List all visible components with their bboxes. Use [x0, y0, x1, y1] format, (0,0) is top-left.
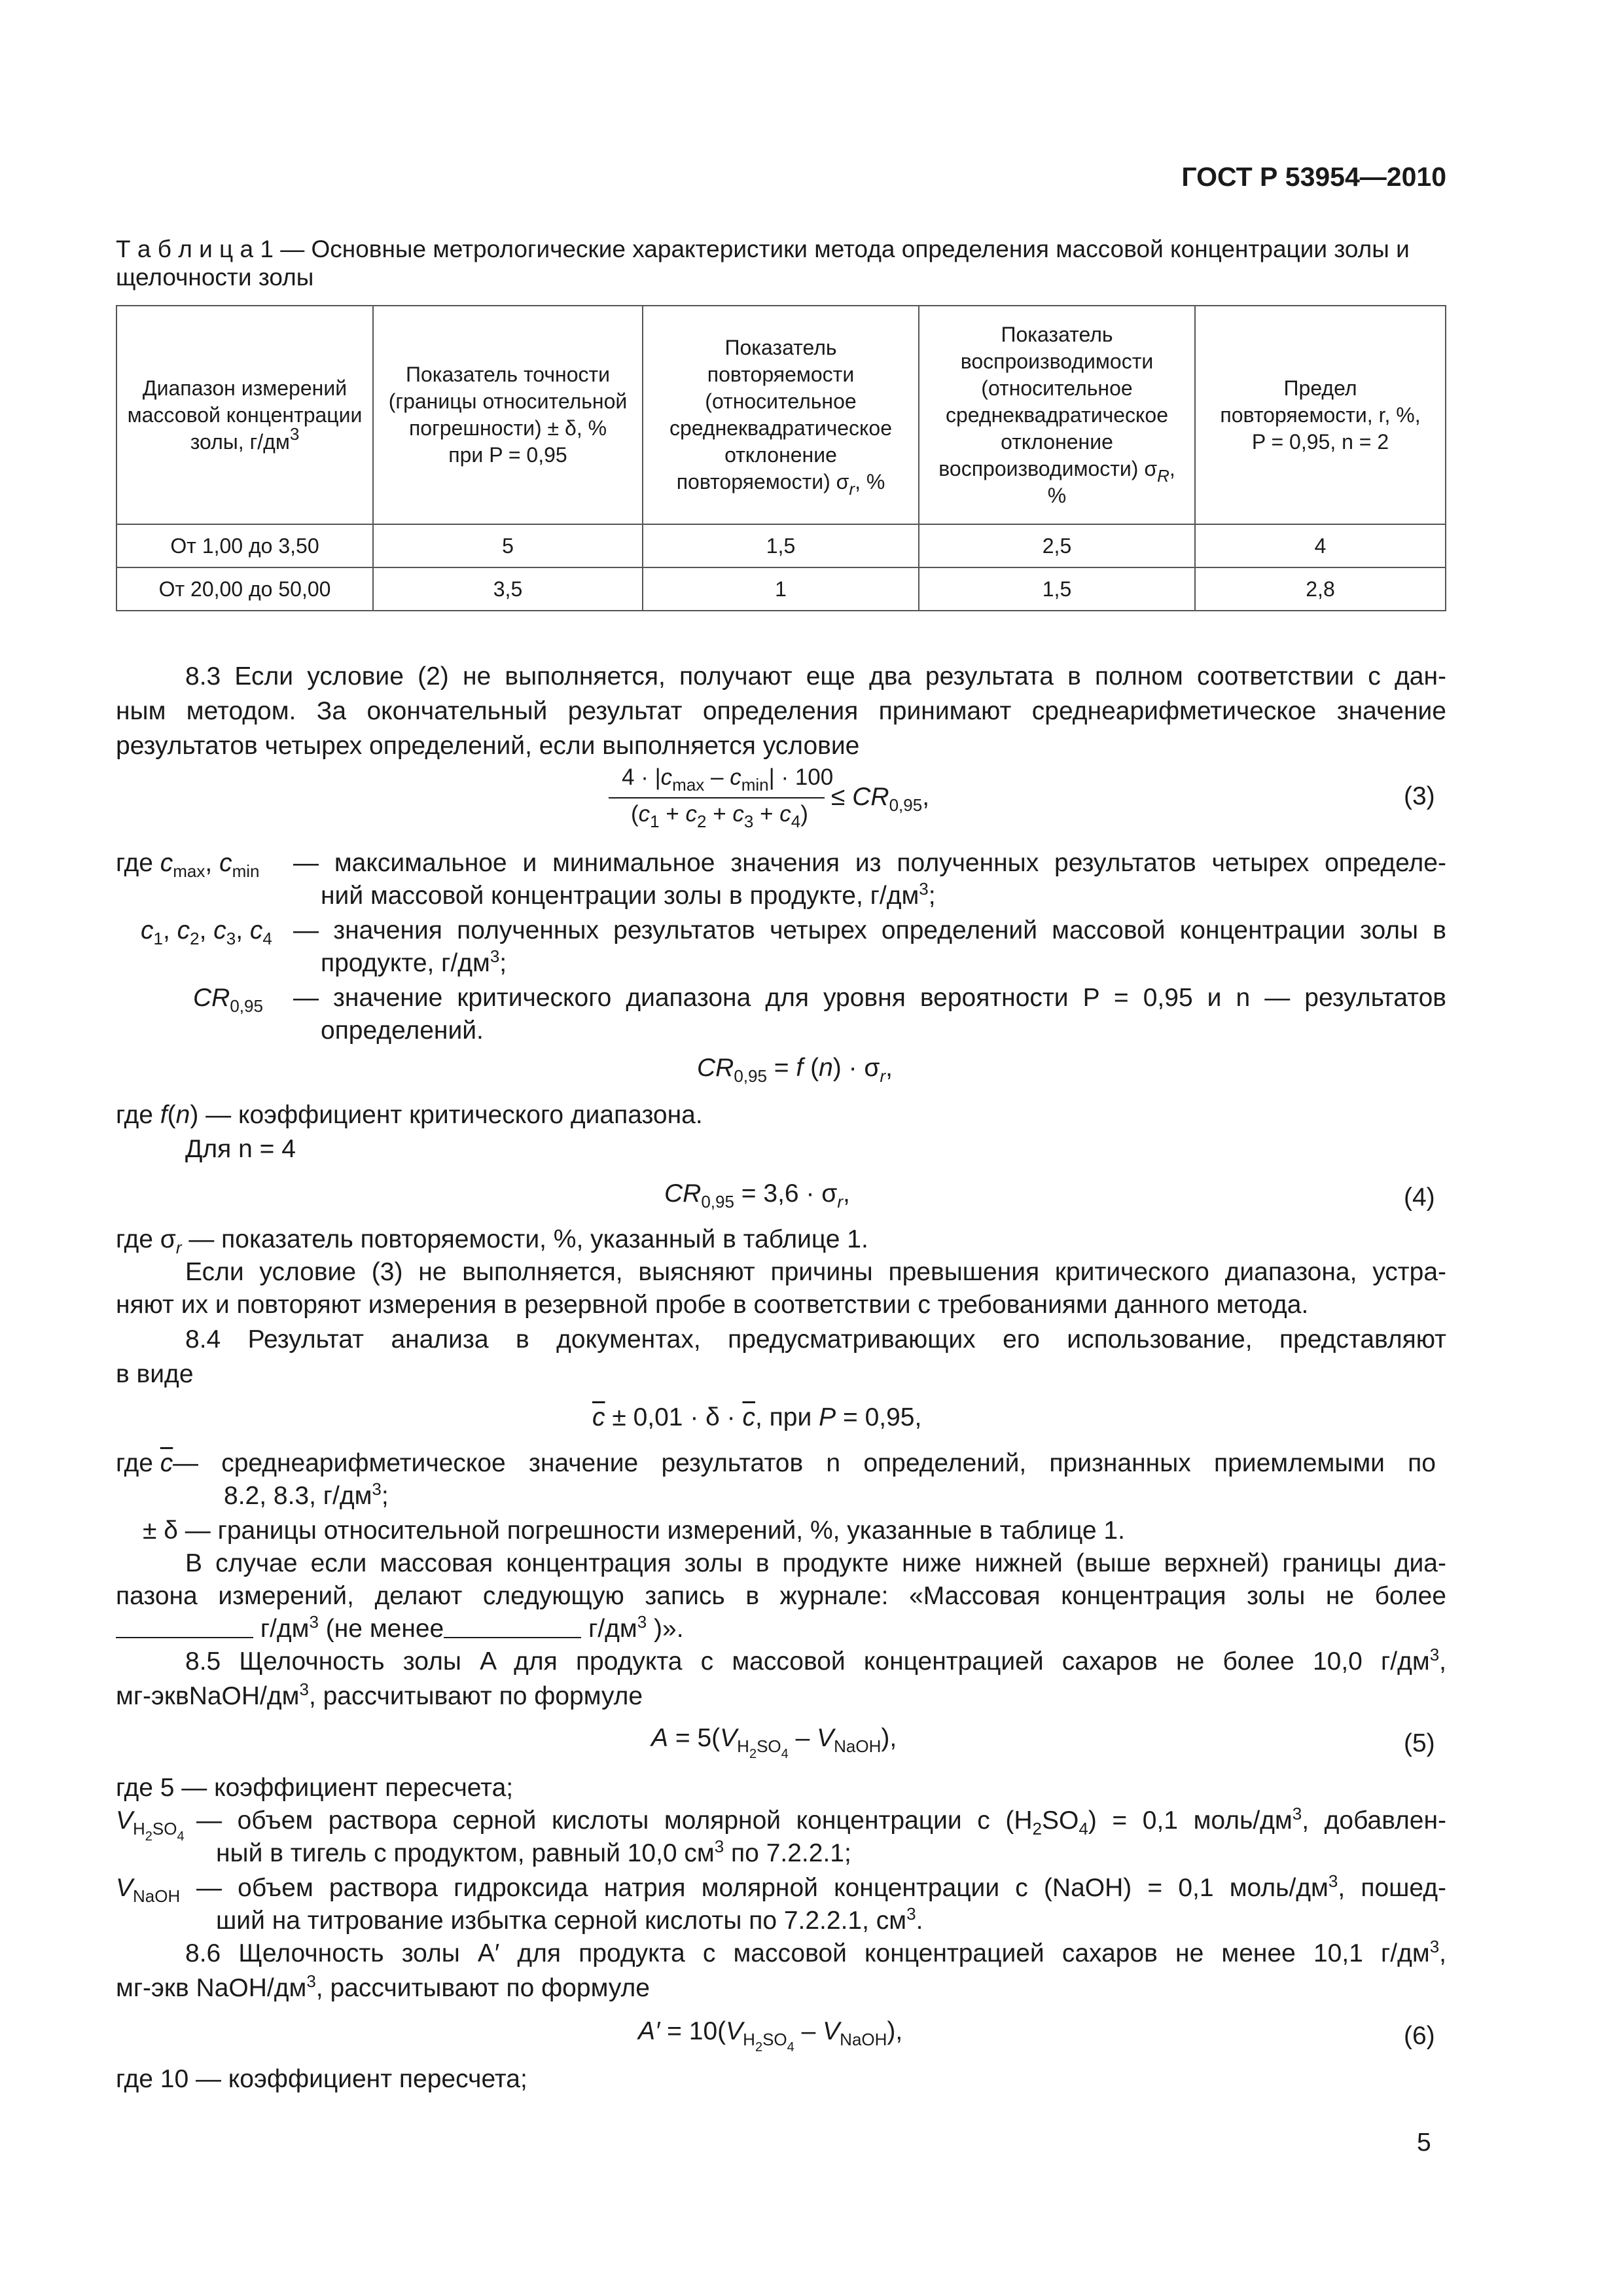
formula-4: $CR_{0,95} = 3,6 \cdot \sigma_r$,: [664, 1179, 850, 1211]
header-line: отклонение: [1001, 429, 1113, 454]
condition3-line2: няют их и повторяют измерения в резервной пробе в соответствии с требованиями данного метода.: [116, 1291, 1309, 1319]
paragraph-8-5-line1: 8.5 Щелочность золы A для продукта с массовой концентрацией сахаров не более 10,0 $г/дм^3$,: [185, 1645, 1446, 1676]
header-accuracy: [373, 306, 643, 524]
where-5: где 5 — коэффициент пересчета;: [116, 1774, 514, 1802]
header-line: массовой концентрации: [127, 403, 363, 427]
where-vnaoh-line1: — объем раствора гидроксида натрия молярной концентрации c (NaOH) = 0,1 моль/$дм^3$, пошед-: [196, 1871, 1446, 1902]
where-sigma-text: — показатель повторяемости, %, указанный в таблице 1.: [188, 1225, 868, 1253]
blank-field[interactable]: [116, 1615, 253, 1638]
table-cell: 1,5: [643, 524, 919, 567]
where-vnaoh-line2: ший на титрование избытка серной кислоты по 7.2.2.1, $см^3$.: [216, 1904, 923, 1935]
where-cr-line2: определений.: [321, 1016, 484, 1045]
where-c1-line1: — значения полученных результатов четырех определений массовой концентрации золы в: [293, 916, 1446, 944]
header-reproducibility: Показатель воспроизводимости (относительное среднеквадратическое отклонение воспроизводимости) $\sigma_R$, %: [919, 306, 1195, 524]
where-vnaoh-text2: ший на титрование избытка серной кислоты по 7.2.2.1, см: [216, 1907, 907, 1935]
paragraph-8-5-text: 8.5 Щелочность золы A для продукта с массовой концентрацией сахаров не более 10,0 г/дм: [185, 1647, 1430, 1676]
table-header-row: [116, 306, 1446, 524]
header-line: P = 0,95, n = 2: [1251, 429, 1389, 454]
where-cbar-label: где $\overline{c}$: [116, 1449, 173, 1477]
header-line: среднеквадратическое: [669, 416, 892, 440]
table-cell: 4: [1195, 524, 1446, 567]
table-caption-label: Т а б л и ц а 1: [116, 236, 274, 262]
table-cell: От 1,00 до 3,50: [116, 524, 373, 567]
header-line: при P = 0,95: [448, 443, 567, 467]
header-line: повторяемости, r, %,: [1220, 403, 1421, 427]
where-vnaoh-text: — объем раствора гидроксида натрия молярной концентрации c (NaOH) = 0,1 моль/дм: [196, 1874, 1329, 1902]
paragraph-8-3-line2: ным методом. За окончательный результат определения принимают среднеарифметическое значение: [116, 697, 1446, 725]
where-vnaoh-label: $V_{NaOH}$: [116, 1874, 181, 1906]
where-vh2so4-line1: — объем раствора серной кислоты молярной концентрации c $(H_2SO_4) = 0,1$ моль/$дм^3$, добавлен-: [196, 1804, 1447, 1839]
where-cmax-line2: ний массовой концентрации золы в продукте, $г/дм^3$;: [321, 879, 936, 910]
blank-field[interactable]: [444, 1615, 581, 1638]
where-10: где 10 — коэффициент пересчета;: [116, 2065, 527, 2093]
equation-number-6: (6): [1404, 2022, 1435, 2050]
header-line: отклонение: [724, 443, 837, 467]
where-vh2so4-text2: ный в тигель с продуктом, равный 10,0 см: [216, 1839, 715, 1867]
header-line: %: [1047, 483, 1067, 507]
header-line: повторяемости: [707, 363, 855, 386]
header-line: среднеквадратическое: [946, 403, 1168, 427]
paragraph-8-6-line1: 8.6 Щелочность золы A′ для продукта с массовой концентрацией сахаров не менее 10,1 $г/дм^3$,: [185, 1937, 1446, 1967]
where-fn: где f(n) — коэффициент критического диапазона.: [116, 1101, 703, 1129]
where-fn-text: — коэффициент критического диапазона.: [205, 1101, 703, 1129]
table-cell: 1,5: [919, 567, 1195, 611]
formula-3: $4 \cdot |c_{max} - c_{min}| \cdot 100$ $(c_1 + c_2 + c_3 + c_4)$ ≤ $CR_{0,95}$,: [609, 764, 975, 836]
where-cbar-text: 8.2, 8.3, г/дм: [224, 1482, 372, 1510]
paragraph-8-4-line2: в виде: [116, 1360, 194, 1388]
header-range: Диапазон измерений массовой концентрации золы, $г/дм^3$: [116, 306, 373, 524]
where-c1-label: $c_1$, $c_2$, $c_3$, $c_4$: [141, 916, 272, 948]
where-cbar-line1: — среднеарифметическое значение результатов n определений, признанных приемлемыми по: [173, 1449, 1436, 1477]
paragraph-8-6-text: 8.6 Щелочность золы A′ для продукта с массовой концентрацией сахаров не менее 10,1 г/дм: [185, 1939, 1430, 1967]
header-line: золы, г/дм: [190, 429, 290, 454]
table-cell: 1: [643, 567, 919, 611]
where-cmax-text: ний массовой концентрации золы в продукте, г/дм: [321, 882, 919, 910]
table-cell: 3,5: [373, 567, 643, 611]
where-cr-line1: — значение критического диапазона для уровня вероятности P = 0,95 и n — результатов: [293, 984, 1446, 1012]
table-caption: [116, 234, 1410, 264]
equation-number-5: (5): [1404, 1729, 1435, 1757]
where-cmax-line1: — максимальное и минимальное значения из полученных результатов четырех определе-: [293, 849, 1446, 877]
equation-number-4: (4): [1404, 1183, 1435, 1211]
header-line: воспроизводимости) σ: [938, 456, 1158, 480]
formula-6: $A' = 10(V_{H_2SO_4} - V_{NaOH})$,: [638, 2017, 903, 2054]
equation-number-3: (3): [1404, 782, 1435, 810]
header-line: (границы относительной: [388, 389, 628, 413]
where-vh2so4-label: $V_{H_2SO_4}$: [116, 1806, 185, 1844]
header-line: Показатель: [1001, 322, 1113, 346]
header-line: погрешности) ± δ, %: [408, 416, 607, 440]
header-line: Предел: [1283, 376, 1357, 400]
table-cell: 5: [373, 524, 643, 567]
table-cell: От 20,00 до 50,00: [116, 567, 373, 611]
where-cr-label: $CR_{0,95}$: [193, 984, 263, 1016]
standard-number: ГОСТ Р 53954—2010: [1181, 162, 1446, 192]
table-cell: 2,5: [919, 524, 1195, 567]
header-line: повторяемости) σ: [676, 470, 849, 493]
case-line1: В случае если массовая концентрация золы в продукте ниже нижней (выше верхней) границы диа-: [185, 1549, 1446, 1577]
table-row: [116, 524, 1446, 567]
header-line: Показатель: [724, 336, 837, 359]
table-row: [116, 567, 1446, 611]
header-limit: [1195, 306, 1446, 524]
where-vh2so4-text: — объем раствора серной кислоты молярной концентрации c (H: [196, 1806, 1033, 1835]
where-cmax-label: где $c_{max}$, $c_{min}$: [116, 849, 260, 881]
header-line: Показатель точности: [405, 363, 611, 386]
header-repeatability: Показатель повторяемости (относительное среднеквадратическое отклонение повторяемости) $\sigma_r$, %: [643, 306, 919, 524]
where-vh2so4-line2: ный в тигель с продуктом, равный 10,0 $см^3$ по 7.2.2.1;: [216, 1837, 851, 1867]
for-n4: Для n = 4: [185, 1135, 296, 1163]
header-line: (относительное: [981, 376, 1133, 400]
where-delta-text: — границы относительной погрешности измерений, %, указанные в таблице 1.: [185, 1516, 1125, 1545]
where-c1-text: продукте, г/дм: [321, 949, 490, 977]
case-line3: $г/дм^3$ (не менее $г/дм^3$ )».: [116, 1613, 684, 1644]
paragraph-8-5-text2: мг-эквNaOH/дм: [116, 1682, 300, 1710]
paragraph-8-5-line2: $мг-эквNaOH/дм^3$, рассчитывают по формуле: [116, 1679, 643, 1710]
header-line: воспроизводимости: [960, 349, 1154, 373]
page-number: 5: [1417, 2128, 1431, 2157]
where-cbar-line2: 8.2, 8.3, $г/дм^3$;: [224, 1479, 389, 1510]
paragraph-8-3-line3: результатов четырех определений, если выполняется условие: [116, 732, 860, 760]
where-c1-line2: продукте, $г/дм^3$;: [321, 946, 507, 977]
where-delta: ± δ — границы относительной погрешности измерений, %, указанные в таблице 1.: [143, 1516, 1125, 1545]
table-caption-text: — Основные метрологические характеристики метода определения массовой концентрации золы и: [273, 236, 1410, 262]
where-sigma: где $\sigma_r$ — показатель повторяемости, %, указанный в таблице 1.: [116, 1225, 868, 1257]
paragraph-8-6-line2: мг-экв NaOH/$дм^3$, рассчитывают по формуле: [116, 1971, 650, 2002]
table-cell: 2,8: [1195, 567, 1446, 611]
formula-5: $A = 5(V_{H_2SO_4} - V_{NaOH})$,: [651, 1724, 897, 1761]
header-line: Диапазон измерений: [142, 376, 348, 400]
table-caption-line2: щелочности золы: [116, 264, 314, 291]
case-line2: пазона измерений, делают следующую запись в журнале: «Массовая концентрация золы не более: [116, 1582, 1446, 1610]
formula-cr: $CR_{0,95} = f$ $(n) \cdot \sigma_r$,: [697, 1054, 893, 1086]
paragraph-8-3-line1: 8.3 Если условие (2) не выполняется, получают еще два результата в полном соответствии с дан-: [185, 662, 1446, 691]
header-line: (относительное: [705, 389, 857, 413]
condition3-line1: Если условие (3) не выполняется, выясняют причины превышения критического диапазона, устра-: [185, 1258, 1446, 1286]
formula-result: $\overline{c} \pm 0,01 \cdot \delta \cdot \overline{c}$, при P = 0,95,: [592, 1403, 922, 1431]
metrology-table: [116, 305, 1446, 611]
paragraph-8-4-line1: 8.4 Результат анализа в документах, предусматривающих его использование, представляют: [185, 1325, 1446, 1354]
paragraph-8-6-text2: мг-экв NaOH/дм: [116, 1974, 307, 2002]
